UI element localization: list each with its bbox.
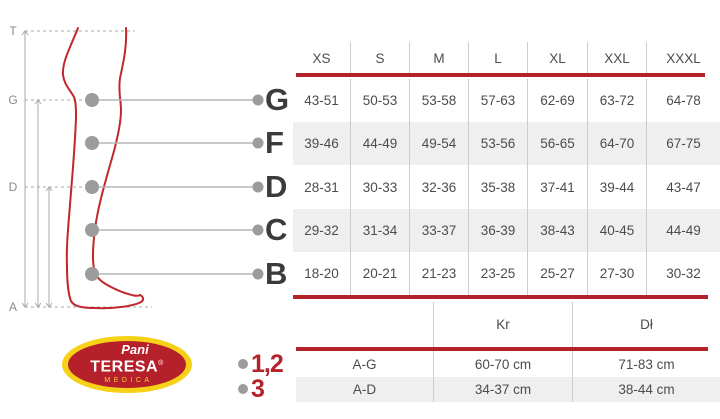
length-cell: 34-37 cm [433, 377, 572, 402]
size-cell: 56-65 [527, 122, 587, 165]
header-divider-rule [296, 73, 705, 77]
level-dashed-lines [25, 31, 152, 307]
registered-trademark-icon: ® [158, 359, 164, 367]
size-cell: 53-56 [468, 122, 527, 165]
size-cell: 23-25 [468, 252, 527, 295]
length-header-spacer [296, 302, 433, 347]
measurement-axes [22, 31, 52, 307]
size-cell: 49-54 [409, 122, 468, 165]
size-column-header: XL [527, 42, 587, 75]
size-column-header: XXL [587, 42, 646, 75]
size-cell: 43-47 [646, 165, 720, 209]
size-cell: 44-49 [350, 122, 409, 165]
size-cell: 67-75 [646, 122, 720, 165]
logo-brand-main [90, 356, 164, 375]
size-cell: 64-70 [587, 122, 646, 165]
size-cell: 30-33 [350, 165, 409, 209]
size-cell: 27-30 [587, 252, 646, 295]
row-letter-c: C [265, 212, 287, 247]
size-cell: 18-20 [304, 266, 339, 281]
size-cell: 50-53 [350, 79, 409, 122]
logo-brand-sub: MEDICA [104, 377, 153, 385]
connector-lines [92, 100, 258, 274]
pani-teresa-logo [62, 336, 192, 393]
size-cell: 40-45 [587, 209, 646, 252]
size-cell: 38-43 [527, 209, 587, 252]
size-cell: 28-31 [304, 179, 339, 195]
size-cell: 44-49 [646, 209, 720, 252]
variant-number-1-2: 1,2 [251, 350, 283, 378]
size-column-header: M [409, 42, 468, 75]
size-cell: 31-34 [350, 209, 409, 252]
size-cell: 32-36 [409, 165, 468, 209]
bullet-dot [238, 359, 248, 369]
length-cell: 38-44 cm [572, 377, 720, 402]
size-column-header: L [468, 42, 527, 75]
size-cell: 35-38 [468, 165, 527, 209]
size-cell: 39-44 [587, 165, 646, 209]
size-column-header: XXXL [646, 42, 720, 75]
bullet-dot [238, 384, 248, 394]
size-table-header-row [293, 42, 720, 75]
size-cell: 33-37 [409, 209, 468, 252]
row-letter-g: G [265, 82, 289, 117]
size-cell: 62-69 [527, 79, 587, 122]
size-cell: 30-32 [646, 252, 720, 295]
variant-number-3: 3 [251, 375, 264, 403]
axis-label-t: T [9, 24, 17, 38]
axis-label-a: A [8, 300, 18, 314]
length-table-header-row [296, 302, 720, 347]
leg-outline [63, 28, 143, 308]
size-cell: 21-23 [409, 252, 468, 295]
size-cell: 63-72 [587, 79, 646, 122]
size-cell: 25-27 [527, 252, 587, 295]
row-letter-f: F [265, 125, 283, 160]
size-cell: 36-39 [468, 209, 527, 252]
row-letter-d: D [265, 169, 287, 204]
size-cell: 37-41 [527, 165, 587, 209]
size-table-body [293, 79, 720, 295]
size-cell: 53-58 [409, 79, 468, 122]
size-cell: 39-46 [293, 122, 350, 165]
size-column-header: XS [312, 51, 331, 66]
logo-inner-ellipse [68, 341, 186, 388]
axis-label-d: D [8, 180, 18, 194]
size-cell: 64-78 [646, 79, 720, 122]
size-cell: 20-21 [350, 252, 409, 295]
size-cell: 57-63 [468, 79, 527, 122]
axis-labels [8, 24, 17, 314]
length-row-label: A-D [296, 377, 433, 402]
row-letter-b: B [265, 256, 287, 291]
length-table-body [296, 351, 720, 402]
length-column-header-kr: Kr [433, 302, 572, 347]
axis-label-g: G [8, 93, 18, 107]
logo-brand-top: Pani [121, 341, 149, 357]
size-cell: 43-51 [304, 93, 339, 108]
size-table-bottom-rule [293, 295, 708, 299]
length-column-header-dl: Dł [572, 302, 720, 347]
size-cell: 29-32 [293, 209, 350, 252]
length-row-label: A-G [352, 356, 377, 372]
length-cell: 60-70 cm [433, 351, 572, 377]
size-column-header: S [350, 42, 409, 75]
length-cell: 71-83 cm [572, 351, 720, 377]
logo-brand-main-text: TERESA [90, 358, 159, 376]
